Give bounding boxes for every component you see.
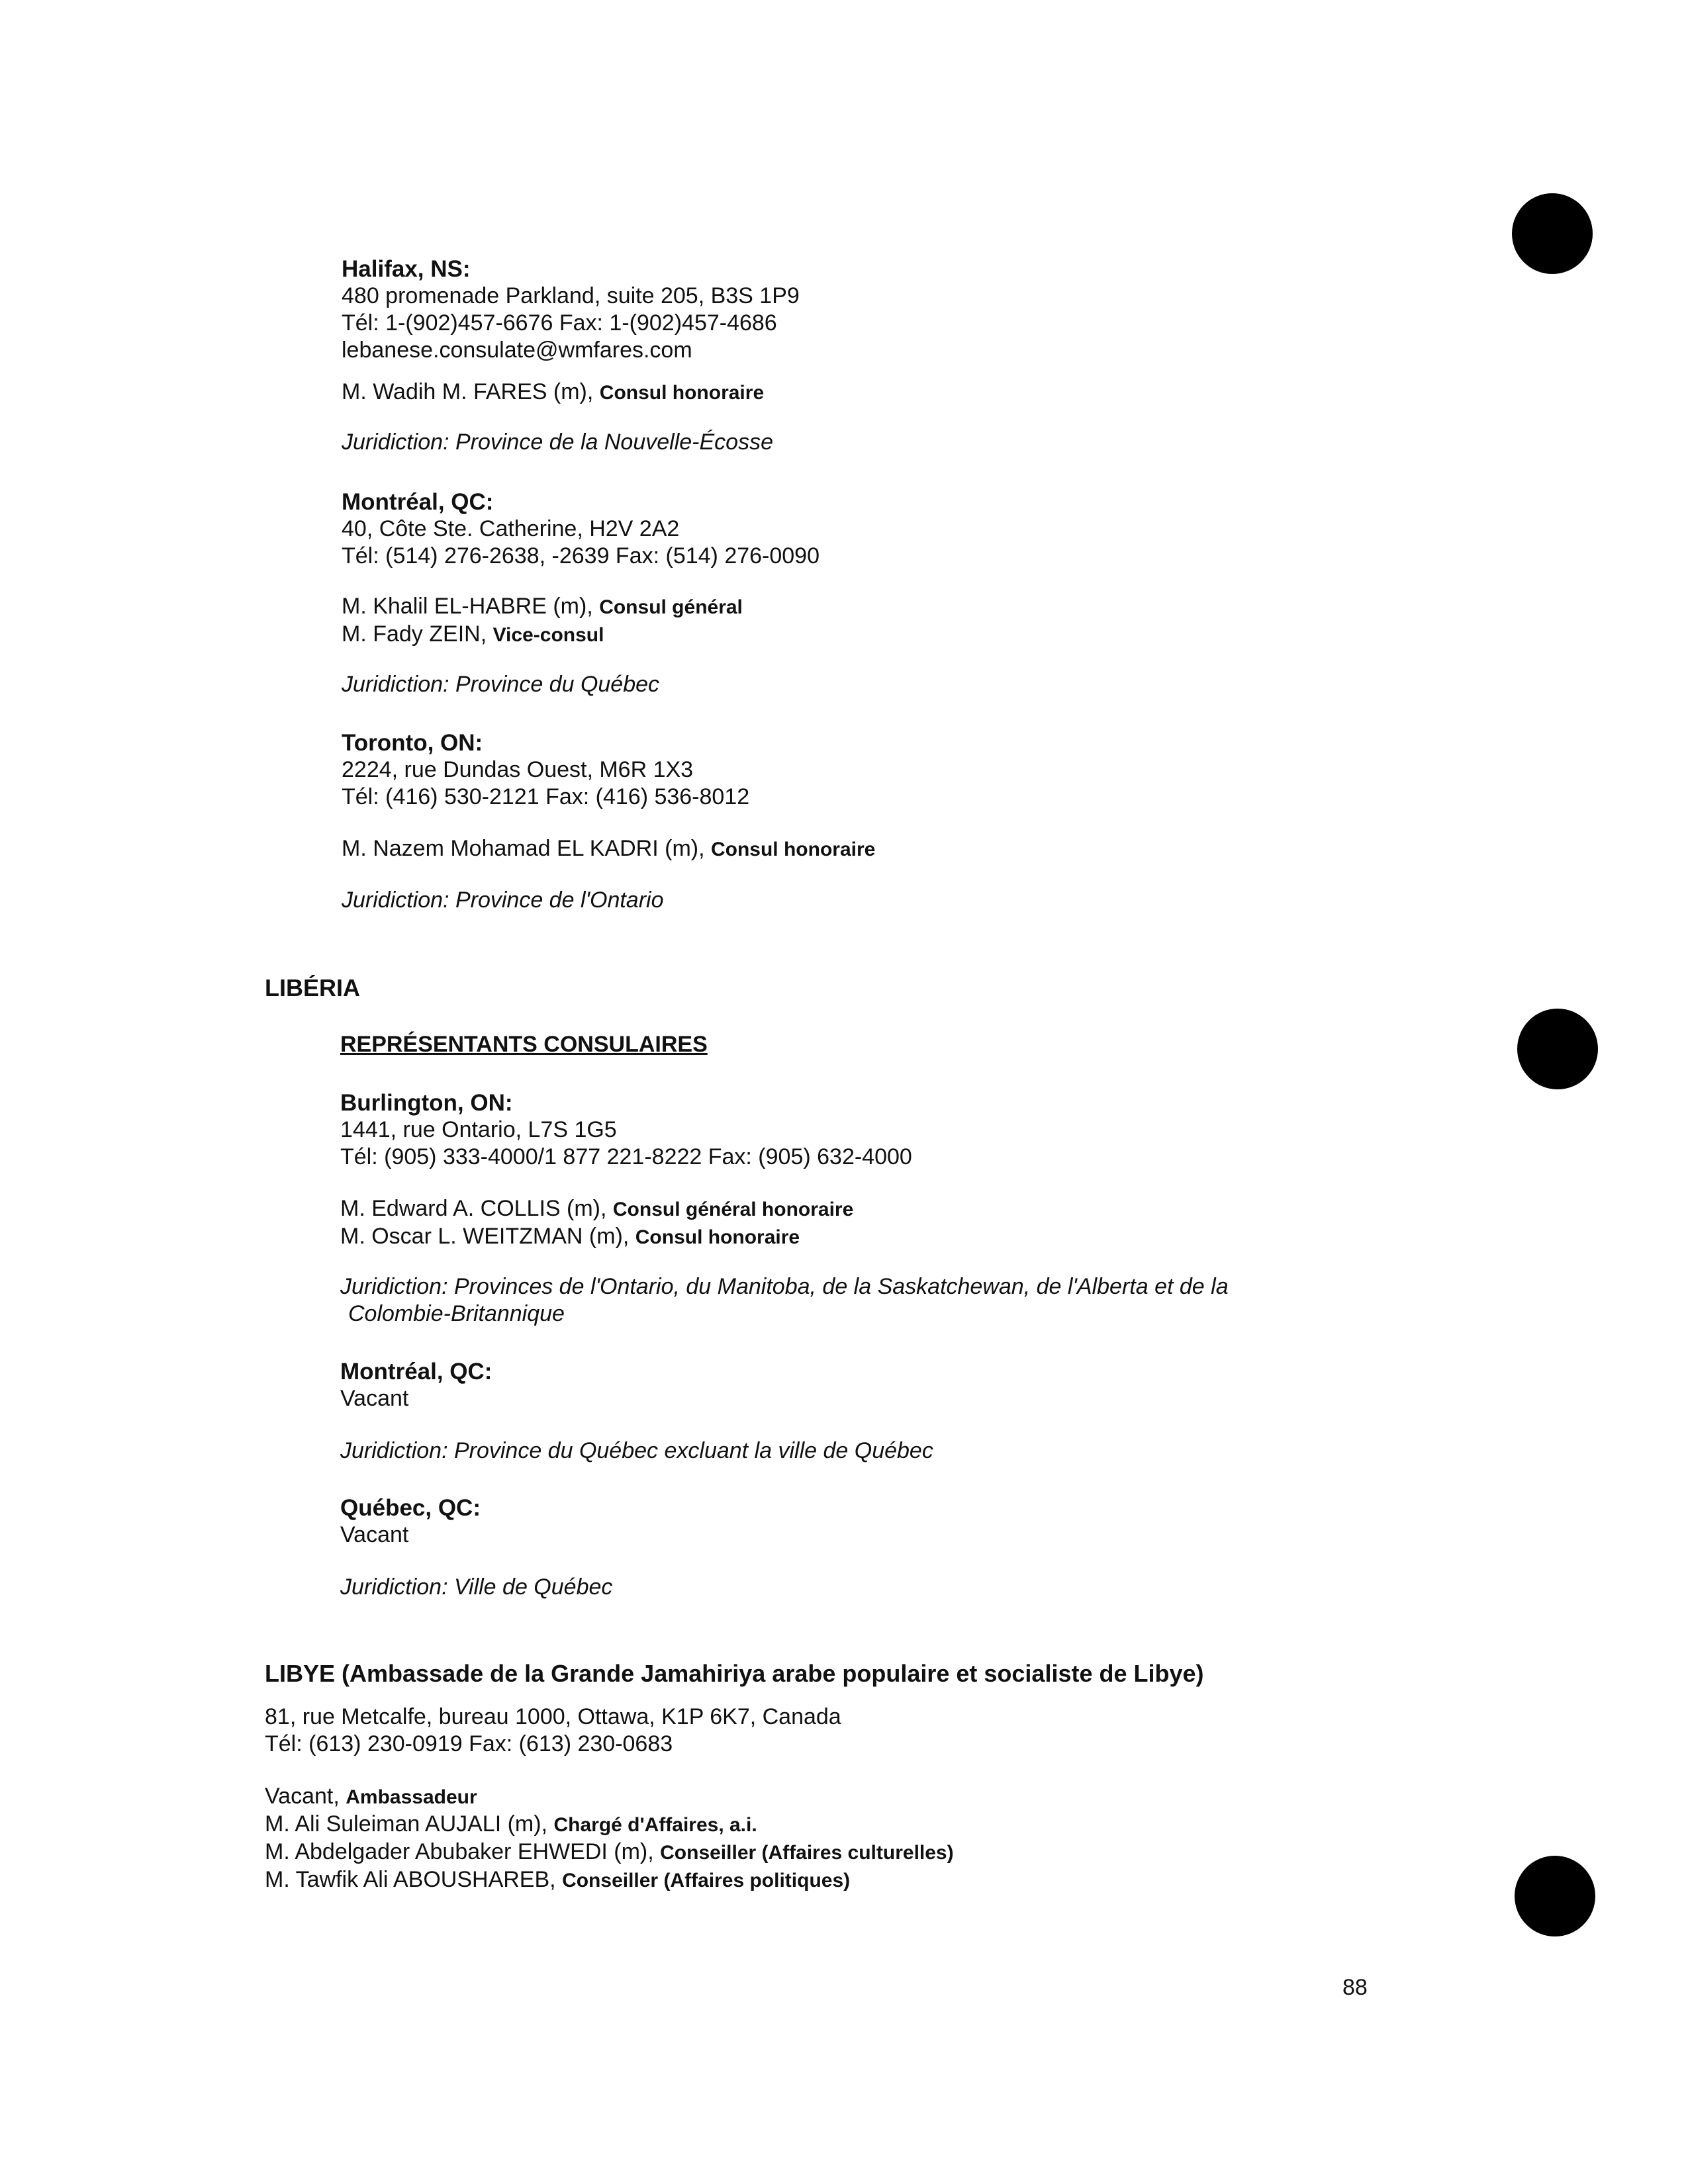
punch-hole-bottom (1515, 1856, 1595, 1936)
jurisdiction: Juridiction: Province de la Nouvelle-Écosse (342, 430, 773, 455)
address: 40, Côte Ste. Catherine, H2V 2A2 (342, 516, 680, 541)
address: 1441, rue Ontario, L7S 1G5 (340, 1117, 617, 1142)
phone-fax: Tél: (905) 333-4000/1 877 221-8222 Fax: (905) 632-4000 (340, 1144, 912, 1169)
staff-line (265, 1811, 954, 1839)
staff-role: Consul honoraire (710, 839, 876, 860)
city-heading: Montréal, QC: (342, 489, 494, 515)
staff-name: M. Edward A. COLLIS (m), (340, 1196, 613, 1221)
city-heading: Québec, QC: (340, 1495, 481, 1521)
phone-fax: Tél: (613) 230-0919 Fax: (613) 230-0683 (265, 1731, 673, 1756)
country-heading: LIBÉRIA (265, 974, 360, 1001)
staff-line (342, 835, 875, 863)
staff-name: M. Tawfik Ali ABOUSHAREB, (265, 1867, 563, 1892)
staff-name: M. Nazem Mohamad EL KADRI (m), (342, 836, 711, 861)
staff-line (342, 379, 764, 406)
city-heading: Burlington, ON: (340, 1090, 513, 1116)
address: 2224, rue Dundas Ouest, M6R 1X3 (342, 757, 694, 782)
staff-role: Consul général (599, 596, 743, 618)
address: 81, rue Metcalfe, bureau 1000, Ottawa, K1P 6K7, Canada (265, 1704, 841, 1729)
jurisdiction-line: Colombie-Britannique (348, 1301, 565, 1326)
phone-fax: Tél: (416) 530-2121 Fax: (416) 536-8012 (342, 784, 750, 809)
phone-fax: Tél: 1-(902)457-6676 Fax: 1-(902)457-4686 (342, 310, 777, 336)
staff-name: M. Ali Suleiman AUJALI (m), (265, 1811, 554, 1837)
staff-line (342, 621, 743, 649)
staff-name: M. Fady ZEIN, (342, 621, 493, 647)
montreal-consulate-block (342, 488, 820, 570)
staff-line (342, 593, 743, 621)
staff-role: Consul général honoraire (612, 1199, 854, 1220)
staff-line (340, 1223, 853, 1251)
staff-name: M. Wadih M. FARES (m), (342, 379, 600, 404)
jurisdiction: Juridiction: Province de l'Ontario (342, 887, 664, 913)
country-heading: LIBYE (Ambassade de la Grande Jamahiriya arabe populaire et socialiste de Libye) (265, 1660, 1204, 1687)
staff-role: Consul honoraire (599, 382, 765, 404)
jurisdiction: Juridiction: Province du Québec (342, 672, 660, 697)
page-number: 88 (1342, 1975, 1368, 2000)
staff-name: Vacant, (265, 1784, 346, 1809)
toronto-consulate-block (342, 729, 749, 811)
staff-name: M. Khalil EL-HABRE (m), (342, 594, 600, 619)
phone-fax: Tél: (514) 276-2638, -2639 Fax: (514) 276-0090 (342, 543, 820, 569)
montreal-consulate-block (340, 1358, 492, 1412)
halifax-consulate-block (342, 255, 800, 364)
email: lebanese.consulate@wmfares.com (342, 338, 692, 363)
staff-role: Conseiller (Affaires culturelles) (660, 1842, 954, 1864)
jurisdiction-line: Juridiction: Provinces de l'Ontario, du Manitoba, de la Saskatchewan, de l'Alberta et de la (340, 1274, 1229, 1299)
city-heading: Toronto, ON: (342, 730, 483, 756)
jurisdiction: Juridiction: Province du Québec excluant la ville de Québec (340, 1438, 933, 1463)
staff-list (342, 593, 743, 649)
staff-name: M. Oscar L. WEITZMAN (m), (340, 1224, 635, 1249)
embassy-block (265, 1704, 841, 1758)
staff-list (265, 1783, 954, 1894)
staff-role: Conseiller (Affaires politiques) (562, 1870, 851, 1891)
staff-line (265, 1783, 954, 1811)
staff-role: Ambassadeur (346, 1786, 477, 1808)
burlington-consulate-block (340, 1089, 912, 1171)
jurisdiction: Juridiction: Ville de Québec (340, 1574, 613, 1600)
section-heading: REPRÉSENTANTS CONSULAIRES (340, 1032, 708, 1057)
address: 480 promenade Parkland, suite 205, B3S 1P9 (342, 283, 800, 308)
jurisdiction (340, 1273, 1229, 1328)
staff-list (340, 1195, 853, 1251)
quebec-consulate-block (340, 1494, 481, 1549)
status: Vacant (340, 1386, 409, 1411)
staff-line (265, 1866, 954, 1894)
staff-line (340, 1195, 853, 1223)
punch-hole-middle (1517, 1009, 1598, 1089)
staff-role: Consul honoraire (635, 1226, 800, 1248)
staff-line (265, 1839, 954, 1866)
status: Vacant (340, 1522, 409, 1547)
staff-role: Chargé d'Affaires, a.i. (553, 1814, 757, 1836)
city-heading: Halifax, NS: (342, 256, 471, 282)
staff-role: Vice-consul (492, 624, 604, 646)
staff-name: M. Abdelgader Abubaker EHWEDI (m), (265, 1839, 661, 1864)
punch-hole-top (1512, 193, 1593, 274)
city-heading: Montréal, QC: (340, 1359, 492, 1385)
